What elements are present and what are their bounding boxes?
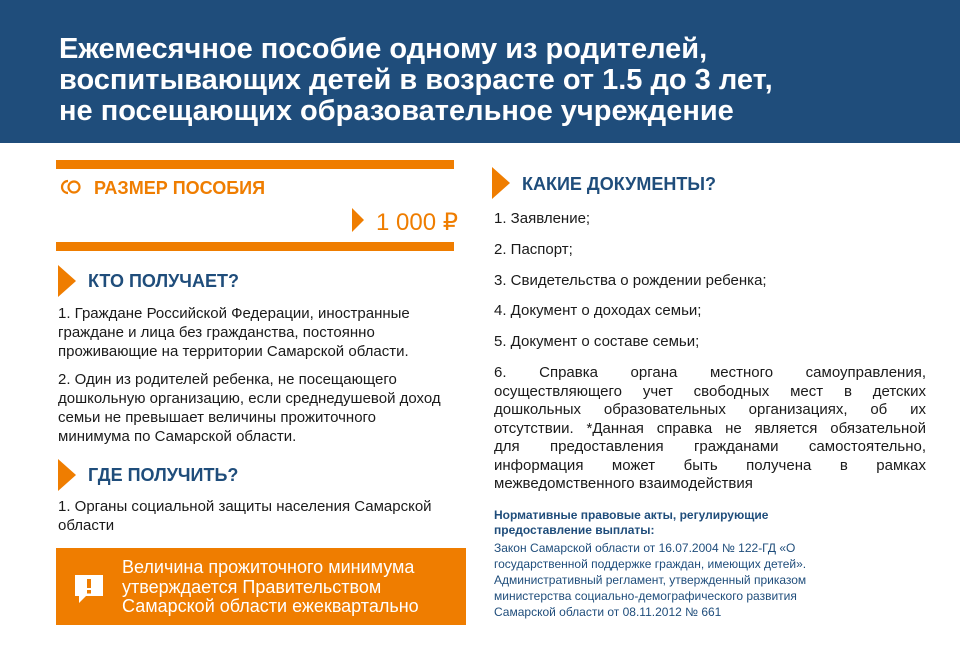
who-receives-item-1 <box>58 304 410 361</box>
text-line: семьи не превышает величины прожиточного <box>58 409 377 426</box>
text-line: осуществляющего учет свободных мест в детских <box>494 382 926 400</box>
orange-triangle-icon <box>58 459 76 491</box>
text-line: минимума по Самарской области. <box>58 428 297 445</box>
text-line: 1. Органы социальной защиты населения Самарской <box>58 498 432 515</box>
documents-title: КАКИЕ ДОКУМЕНТЫ? <box>522 174 716 194</box>
text-line: граждане и лица без гражданства, постоянно <box>58 324 375 341</box>
text-line: дошкольных образовательных организациях, об их <box>494 401 926 418</box>
text-line: Самарской области ежеквартально <box>122 596 419 616</box>
text-line: государственной поддержке граждан, имеющих детей». <box>494 557 807 571</box>
text-line: 1. Граждане Российской Федерации, иностранные <box>58 305 410 322</box>
normative-acts-body <box>494 540 806 620</box>
text-line: Закон Самарской области от 16.07.2004 № 122-ГД «О <box>494 541 796 555</box>
coins-icon <box>60 179 84 195</box>
header-banner <box>0 0 960 143</box>
orange-divider-top <box>56 160 454 169</box>
orange-triangle-icon <box>58 265 76 297</box>
orange-triangle-icon <box>352 208 364 232</box>
page-title-line: не посещающих образовательное учреждение <box>59 95 734 127</box>
orange-divider-bottom <box>56 242 454 251</box>
text-line: области <box>58 517 115 534</box>
text-line: Самарской области от 08.11.2012 № 661 <box>494 605 722 619</box>
text-line: дошкольную организацию, если среднедушевой доход <box>58 390 441 407</box>
who-receives-item-2 <box>58 370 441 446</box>
info-callout-text <box>122 558 419 617</box>
text-line: министерства социально-демографического развития <box>494 589 797 603</box>
text-line: Нормативные правовые акты, регулирующие <box>494 508 769 522</box>
text-line: утверждается Правительством <box>122 576 382 597</box>
page-title-line: Ежемесячное пособие одному из родителей, <box>59 33 708 65</box>
exclamation-speech-bubble-icon <box>72 572 106 606</box>
document-item: 5. Документ о составе семьи; <box>494 333 700 350</box>
text-line: Административный регламент, утвержденный приказом <box>494 573 807 587</box>
text-line: Величина прожиточного минимума <box>122 557 415 577</box>
text-line: проживающие на территории Самарской области. <box>58 343 409 360</box>
where-receive-title: ГДЕ ПОЛУЧИТЬ? <box>88 465 239 485</box>
benefit-amount: 1 000 ₽ <box>376 209 458 236</box>
where-receive-item-1 <box>58 497 432 535</box>
text-line: отсутствии. *Данная справка не является обязательной <box>494 419 926 437</box>
document-item-6 <box>494 364 926 494</box>
text-line: 2. Один из родителей ребенка, не посещающего <box>58 371 397 388</box>
document-item: 3. Свидетельства о рождении ребенка; <box>494 272 767 289</box>
document-item: 4. Документ о доходах семьи; <box>494 302 702 319</box>
text-line: 6. Справка органа местного самоуправления, <box>494 364 926 381</box>
page-title <box>59 34 939 127</box>
document-item: 2. Паспорт; <box>494 241 573 258</box>
text-line: информация может быть получена в рамках <box>494 456 926 474</box>
page-title-line: воспитывающих детей в возрасте от 1.5 до 3 лет, <box>59 64 773 96</box>
document-item: 1. Заявление; <box>494 210 591 227</box>
orange-triangle-icon <box>492 167 510 199</box>
benefit-size-title: РАЗМЕР ПОСОБИЯ <box>94 178 266 198</box>
text-line: для предоставления гражданами самостоятельно, <box>494 438 926 455</box>
normative-acts-title <box>494 508 768 538</box>
who-receives-title: КТО ПОЛУЧАЕТ? <box>88 271 239 291</box>
text-line: межведомственного взаимодействия <box>494 475 753 492</box>
text-line: предоставление выплаты: <box>494 523 655 537</box>
